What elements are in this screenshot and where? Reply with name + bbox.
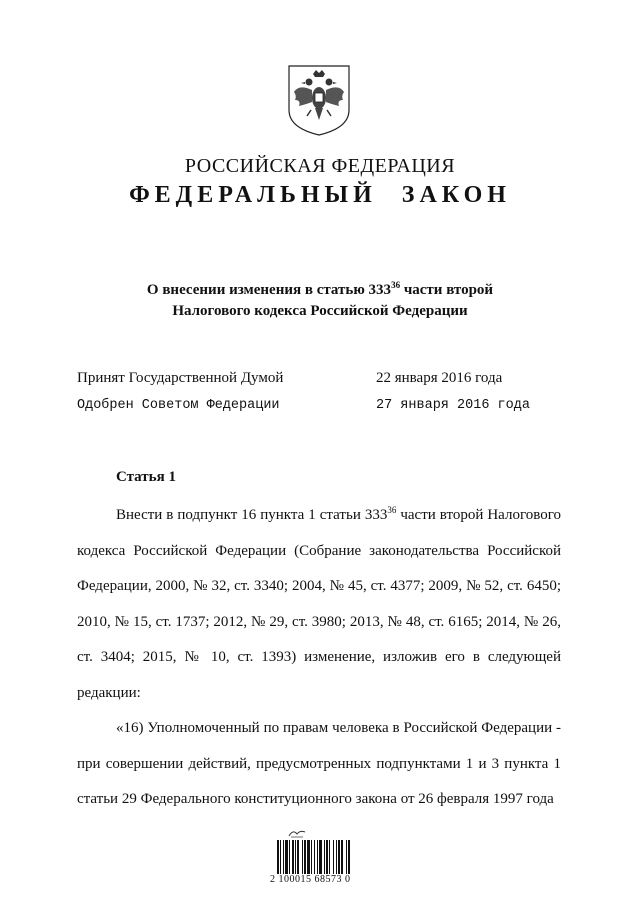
barcode-bars — [276, 840, 372, 874]
article-body — [77, 498, 561, 818]
double-headed-eagle-icon — [285, 62, 353, 138]
law-title-line2: Налогового кодекса Российской Федерации — [172, 303, 468, 319]
coat-of-arms-emblem — [285, 62, 353, 138]
article-paragraph-2: «16) Уполномоченный по правам человека в Российской Федерации - при совершении действий, предусмотренных подпунктами 1 и 3 пункта 1 статьи 29 Федерального конституционного закона от 26 февраля 1997 года — [77, 720, 561, 807]
approved-by-council-label: Одобрен Советом Федерации — [77, 398, 280, 413]
law-type-heading: ФЕДЕРАЛЬНЫЙ ЗАКОН — [129, 182, 511, 208]
law-title — [0, 275, 640, 322]
barcode-number: 2 100015 68573 0 — [270, 874, 351, 885]
article-heading: Статья 1 — [116, 469, 176, 485]
approved-by-council-date: 27 января 2016 года — [376, 398, 530, 413]
adopted-by-duma-label: Принят Государственной Думой — [77, 370, 284, 386]
adopted-by-duma-date: 22 января 2016 года — [376, 370, 503, 386]
article-paragraph-1: Внести в подпункт 16 пункта 1 статьи $333^{36}$ части второй Налогового кодекса Российской Федерации (Собрание законодательства Российской Федерации, 2000, № 32, ст. 3340; 2004, № 45, ст. 4377; 2009, № 52, ст. 6450; 2010, № 15, ст. 1737; 2012, № 29, ст. 3980; 2013, № 48, ст. 6165; 2014, № 26, ст. 3404; 2015, № 10, ст. 1393) изменение, изложив его в следующей редакции: — [77, 505, 561, 701]
law-title-line1: О внесении изменения в статью $333^{36}$ части второй — [146, 280, 494, 298]
stamp-mark-icon — [288, 828, 306, 838]
country-name: РОССИЙСКАЯ ФЕДЕРАЦИЯ — [184, 155, 456, 177]
